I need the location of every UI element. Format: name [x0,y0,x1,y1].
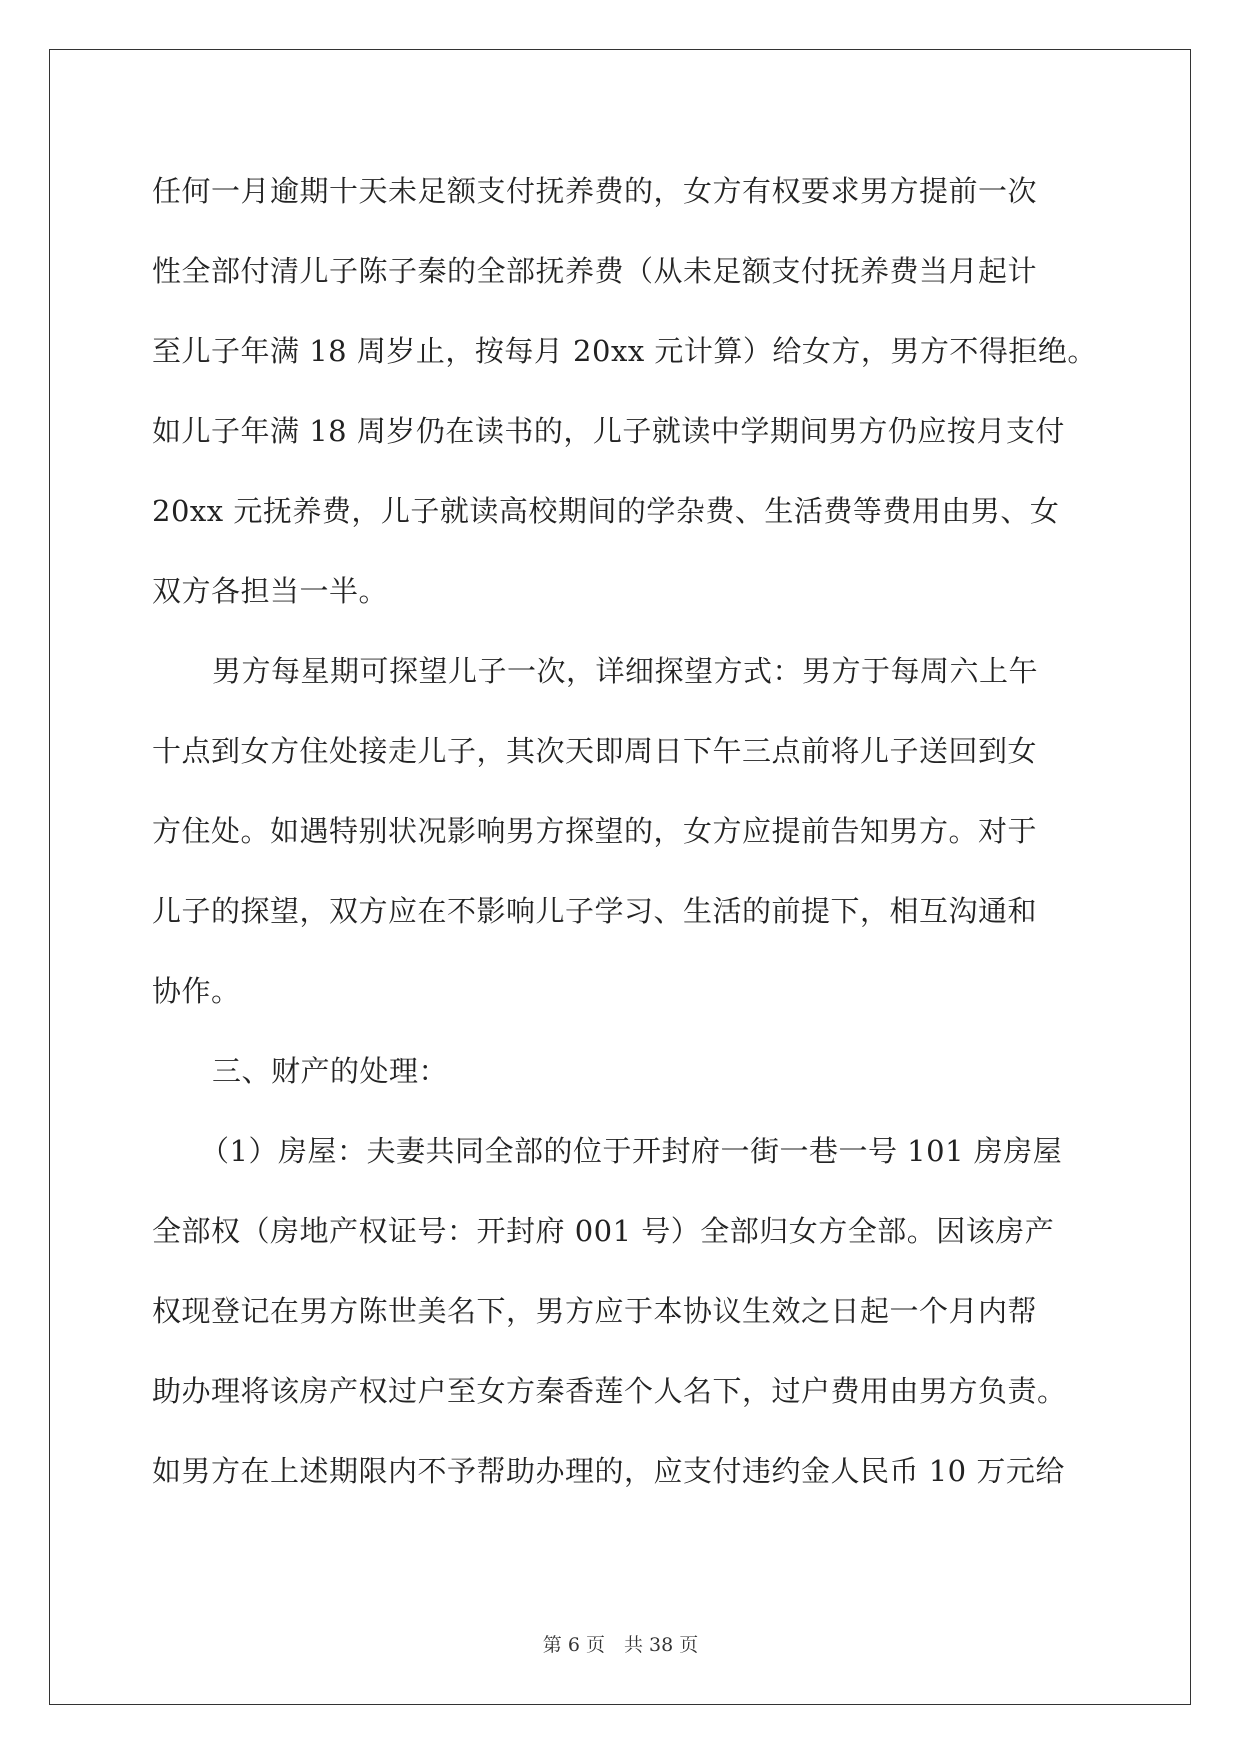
text-line: 如男方在上述期限内不予帮助办理的，应支付违约金人民币 10 万元给 [152,1454,1065,1488]
text-line: 助办理将该房产权过户至女方秦香莲个人名下，过户费用由男方负责。 [152,1374,1067,1408]
text-line: 任何一月逾期十天未足额支付抚养费的，女方有权要求男方提前一次 [152,174,1038,208]
text-line: 如儿子年满 18 周岁仍在读书的，儿子就读中学期间男方仍应按月支付 [152,414,1065,448]
text-line: 性全部付清儿子陈子秦的全部抚养费（从未足额支付抚养费当月起计 [152,254,1038,288]
page-number: 第 6 页 共 38 页 [542,1634,699,1656]
text-line: 全部权（房地产权证号：开封府 001 号）全部归女方全部。因该房产 [152,1214,1055,1248]
document-body [152,162,1097,1522]
paragraph-start-line: （1）房屋：夫妻共同全部的位于开封府一街一巷一号 101 房房屋 [200,1134,1063,1168]
section-heading: 三、财产的处理： [212,1054,449,1088]
text-line: 方住处。如遇特别状况影响男方探望的，女方应提前告知男方。对于 [152,814,1038,848]
text-line: 儿子的探望，双方应在不影响儿子学习、生活的前提下，相互沟通和 [152,894,1038,928]
text-line: 双方各担当一半。 [152,574,389,608]
text-line: 权现登记在男方陈世美名下，男方应于本协议生效之日起一个月内帮 [152,1294,1038,1328]
text-line: 至儿子年满 18 周岁止，按每月 20xx 元计算）给女方，男方不得拒绝。 [152,334,1097,368]
text-line: 协作。 [152,974,241,1008]
paragraph-start-line: 男方每星期可探望儿子一次，详细探望方式：男方于每周六上午 [212,654,1039,688]
text-line: 20xx 元抚养费，儿子就读高校期间的学杂费、生活费等费用由男、女 [152,494,1060,528]
text-line: 十点到女方住处接走儿子，其次天即周日下午三点前将儿子送回到女 [152,734,1038,768]
